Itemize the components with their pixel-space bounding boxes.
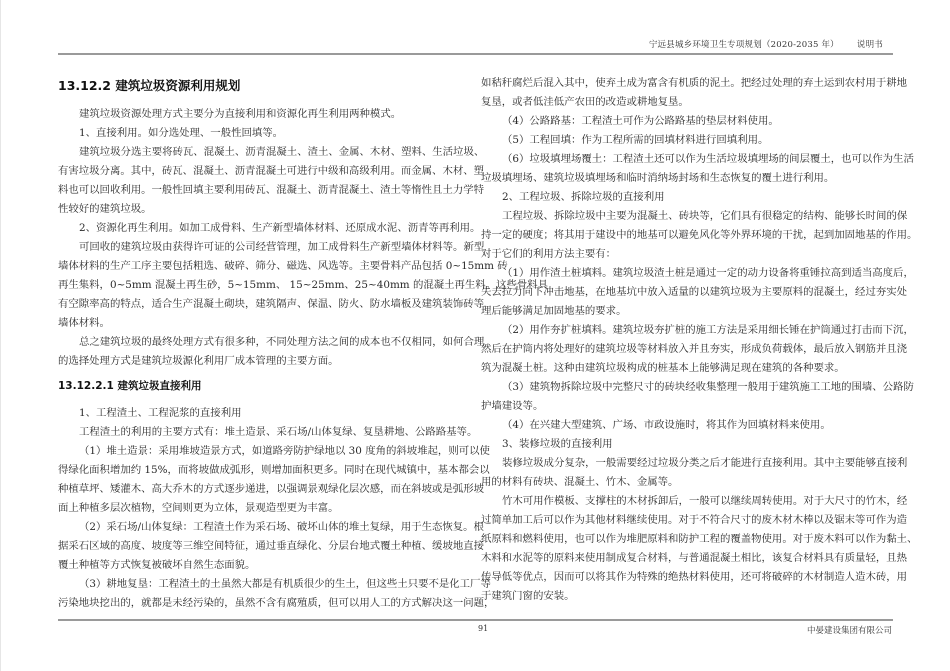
text-line: （1）堆土造景：采用堆坡造景方式，如道路旁防护绿地以 30 度角的斜坡堆起，则可以使 bbox=[79, 445, 490, 457]
document-type: 说明书 bbox=[856, 40, 883, 50]
text-line: （4）公路路基：工程渣土可作为公路路基的垫层材料使用。 bbox=[502, 115, 779, 127]
text-line: （1）用作渣土桩填料。建筑垃圾渣土桩是通过一定的动力设备将重锤拉高到适当高度后， bbox=[502, 267, 914, 279]
text-line: （3）建筑物拆除垃圾中完整尺寸的砖块经收集整理一般用于建筑施工工地的围墙、公路防 bbox=[502, 381, 914, 393]
text-line: 用的材料有砖块、混凝土、竹木、金属等。 bbox=[481, 476, 679, 488]
text-line: 1、直接利用。如分选处理、一般性回填等。 bbox=[79, 127, 284, 139]
text-line: 失去拉力向下冲击地基，在地基坑中放入适量的以建筑垃圾为主要原料的混凝土，经过夯实处 bbox=[481, 286, 908, 298]
text-line: 筑为混凝土桩。这种由建筑垃圾构成的桩基本上能够满足现在建筑的各种要求。 bbox=[481, 362, 845, 374]
text-line: 有害垃圾分离。其中，砖瓦、混凝土、沥青混凝土可进行中级和高级利用。而金属、木材、塑 bbox=[58, 165, 485, 177]
text-line: 3、装修垃圾的直接利用 bbox=[502, 438, 613, 450]
text-line: 2、资源化再生利用。如加工成骨料、生产新型墙体材料、还原成水泥、沥青等再利用。 bbox=[79, 222, 481, 234]
text-line: 对于它们的利用方法主要有： bbox=[481, 248, 617, 260]
paragraph-farmland bbox=[58, 575, 495, 613]
text-line: 1、工程渣土、工程泥浆的直接利用 bbox=[79, 407, 242, 419]
section-heading: 13.12.2 建筑垃圾资源利用规划 bbox=[58, 78, 241, 93]
text-line: 据采石区域的高度、坡度等三维空间特征，通过垂直绿化、分层台地式覆土种植、缓坡地直接 bbox=[58, 540, 485, 552]
text-line: 2、工程垃圾、拆除垃圾的直接利用 bbox=[502, 191, 665, 203]
text-line: 建筑垃圾分选主要将砖瓦、混凝土、沥青混凝土、渣土、金属、木材、塑料、生活垃圾、 bbox=[79, 146, 485, 158]
text-line: 传导低等优点，因而可以将其作为特殊的绝热材料使用，还可将破碎的木材制造人造木砖，用 bbox=[481, 571, 908, 583]
text-line: 墙体材料。 bbox=[58, 317, 110, 329]
text-line: （3）耕地复垦：工程渣土的土虽然大都是有机质很少的生土，但这些土只要不是化工厂等 bbox=[79, 578, 491, 590]
text-line: 然后在护筒内将处理好的建筑垃圾等材料放入并且夯实，形成负荷载体，最后放入钢筋并且浇 bbox=[481, 343, 908, 355]
header-rule bbox=[58, 53, 893, 55]
text-line: 理后能够满足加固地基的要求。 bbox=[481, 305, 627, 317]
company-name: 中晏建设集团有限公司 bbox=[806, 626, 892, 636]
text-line: （4）在兴建大型建筑、广场、市政设施时，将其作为回填材料来使用。 bbox=[502, 419, 831, 431]
paragraph-fill bbox=[481, 416, 893, 435]
paragraph-item2 bbox=[58, 219, 481, 238]
paragraph-backfill bbox=[481, 131, 893, 150]
subsection-heading: 13.12.2.1 建筑垃圾直接利用 bbox=[58, 380, 202, 392]
text-line: 再生集料，0~5mm 混凝土再生砂，5~15mm、 15~25mm、25~40mm 的混凝土再生料。这些骨料具 bbox=[58, 279, 549, 291]
text-line: 工程垃圾、拆除垃圾中主要为混凝土、砖块等，它们具有很稳定的结构、能够长时间的保 bbox=[502, 210, 908, 222]
text-line: 种植草坪、矮灌木、高大乔木的方式逐步递进，以强调景观绿化层次感，而在斜坡或是弧形坡 bbox=[58, 483, 485, 495]
text-line: 覆土种植等方式恢复被破坏自然生态面貌。 bbox=[58, 559, 256, 571]
paragraph-intro bbox=[58, 105, 470, 124]
text-line: （6）垃圾填埋场覆土：工程渣土还可以作为生活垃圾填埋场的间层覆土，也可以作为生活 bbox=[502, 153, 914, 165]
text-line: 于建筑门窗的安装。 bbox=[481, 590, 575, 602]
text-line: 可回收的建筑垃圾由获得许可证的公司经营管理，加工成骨料生产新型墙体材料等。新型 bbox=[79, 241, 485, 253]
paragraph-bricks bbox=[481, 378, 914, 416]
paragraph-item1 bbox=[58, 124, 470, 143]
text-line: 面上种植多层次植物，空间则更为立体，景观造型更为丰富。 bbox=[58, 502, 339, 514]
text-line: 建筑垃圾资源处理方式主要分为直接利用和资源化再生利用两种模式。 bbox=[79, 108, 402, 120]
text-line: 护墙建设等。 bbox=[481, 400, 544, 412]
page-header bbox=[58, 38, 893, 52]
header-text bbox=[649, 38, 883, 50]
paragraph-renovation bbox=[481, 454, 908, 492]
document-title: 宁远县城乡环境卫生专项规划（2020-2035 年） bbox=[648, 40, 839, 50]
text-line: 持一定的硬度；将其用于建设中的地基可以避免风化等外界环境的干扰，起到加固地基的作用。 bbox=[481, 229, 918, 241]
text-line: 得绿化面积增加约 15%，而将坡做成弧形，则增加面积更多。同时在现代城镇中，基本都会以 bbox=[58, 464, 490, 476]
text-line: 墙体材料的生产工序主要包括粗选、破碎、筛分、磁选、风选等。主要骨料产品包括 0~15mm 砖 bbox=[58, 260, 508, 272]
text-line: 木料和水泥等的原料来使用制成复合材料，与普通混凝土相比，该复合材料具有质量轻，且热 bbox=[481, 552, 908, 564]
text-line: 有空隙率高的特点，适合生产混凝土砌块，建筑隔声、保温、防火、防水墙板及建筑装饰砖等 bbox=[58, 298, 485, 310]
paragraph-pile1 bbox=[481, 264, 914, 321]
text-line: 过简单加工后可以作为其他材料继续使用。对于不符合尺寸的废木材木棒以及锯末等可作为造 bbox=[481, 514, 908, 526]
page-edge bbox=[0, 0, 1, 671]
paragraph-sub1 bbox=[58, 404, 470, 423]
paragraph-farmland-cont bbox=[481, 74, 908, 112]
paragraph-quarry bbox=[58, 518, 485, 575]
text-line: （2）用作夯扩桩填料。建筑垃圾夯扩桩的施工方法是采用细长锤在护筒通过打击而下沉， bbox=[502, 324, 914, 336]
text-line: 纸原料和燃料使用，也可以作为堆肥原料和防护工程的覆盖物使用。对于废木料可以作为黏土、 bbox=[481, 533, 918, 545]
text-line: 的选择处理方式是建筑垃圾源化利用厂成本管理的主要方面。 bbox=[58, 355, 339, 367]
right-column bbox=[481, 74, 918, 606]
paragraph-ways bbox=[58, 423, 478, 442]
text-line: 垃圾填埋场、建筑垃圾填埋场和临时消纳场封场和生态恢复的覆土进行利用。 bbox=[481, 172, 835, 184]
paragraph-landscape bbox=[58, 442, 490, 518]
text-line: 料也可以回收利用。一般性回填主要利用砖瓦、混凝土、沥青混凝土、渣土等惰性且土力学特 bbox=[58, 184, 485, 196]
paragraph-sub2 bbox=[481, 188, 893, 207]
text-line: 总之建筑垃圾的最终处理方式有很多种，不同处理方法之间的成本也不仅相同，如何合理 bbox=[79, 336, 485, 348]
page-number: 91 bbox=[478, 624, 489, 633]
text-line: 如秸秆腐烂后混入其中，使弃土成为富含有机质的泥土。把经过处理的弃土运到农村用于耕地 bbox=[481, 77, 908, 89]
paragraph-roadbed bbox=[481, 112, 893, 131]
text-line: （2）采石场/山体复绿：工程渣土作为采石场、破坏山体的堆土复绿，用于生态恢复。根 bbox=[79, 521, 484, 533]
text-line: 性较好的建筑垃圾。 bbox=[58, 203, 152, 215]
footer-rule bbox=[58, 619, 893, 621]
paragraph-sorting bbox=[58, 143, 485, 219]
paragraph-summary bbox=[58, 333, 485, 371]
text-line: 竹木可用作模板、支撑柱的木材拆卸后，一般可以继续周转使用。对于大尺寸的竹木，经 bbox=[502, 495, 908, 507]
paragraph-sub3 bbox=[481, 435, 893, 454]
text-line: 装修垃圾成分复杂，一般需要经过垃圾分类之后才能进行直接利用。其中主要能够直接利 bbox=[502, 457, 908, 469]
paragraph-landfill bbox=[481, 150, 914, 188]
text-line: 污染地块挖出的，就都是未经污染的，虽然不含有腐殖质，但可以用人工的方式解决这一问题， bbox=[58, 597, 495, 609]
paragraph-pile2 bbox=[481, 321, 914, 378]
paragraph-wood bbox=[481, 492, 918, 606]
paragraph-demolition bbox=[481, 207, 918, 264]
text-line: 复垦，或者低洼低产农田的改造或耕地复垦。 bbox=[481, 96, 689, 108]
text-line: 工程渣土的利用的主要方式有：堆土造景、采石场/山体复绿、复垦耕地、公路路基等。 bbox=[79, 426, 478, 438]
text-line: （5）工程回填：作为工程所需的回填材料进行回填利用。 bbox=[502, 134, 769, 146]
